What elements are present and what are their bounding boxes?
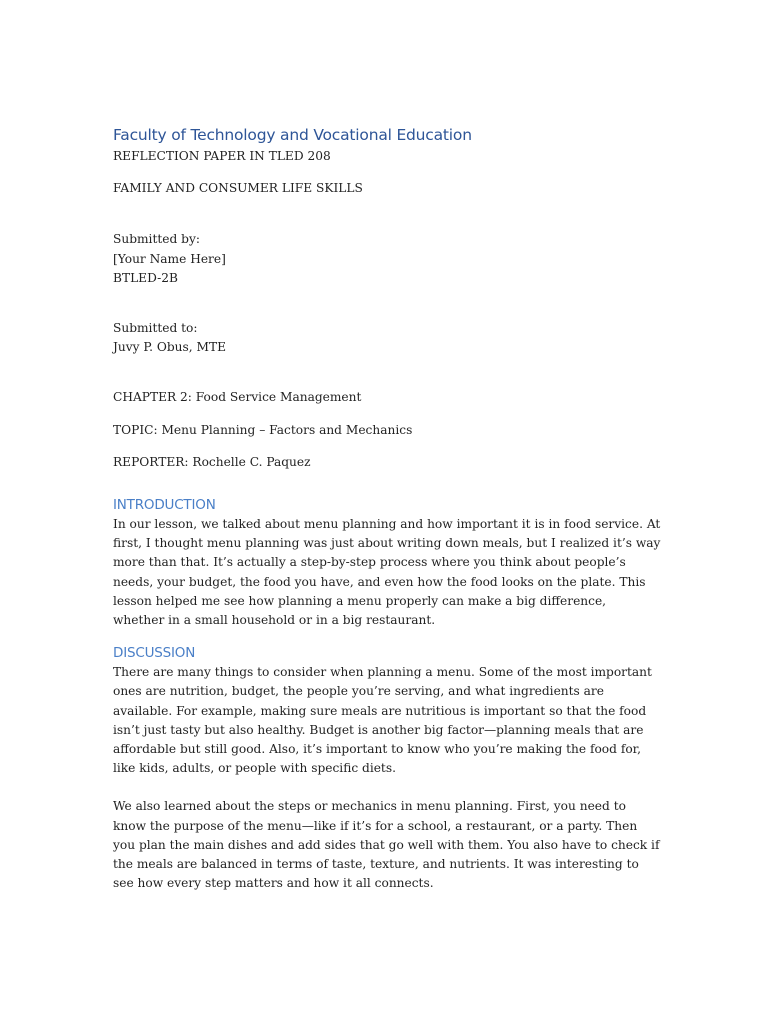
- introduction-paragraph: In our lesson, we talked about menu planning and how important it is in food service. At first, I thought menu planning was just about writing down meals, but I realized it’s way more than that. It’s actually a step-by-step process where you think about people’s needs, your budget, the food you have, and even how the food looks on the plate. This lesson helped me see how planning a menu properly can make a big difference, whether in a small household or in a big restaurant.: [113, 517, 661, 628]
- submitted-to-label: Submitted to:: [113, 321, 198, 336]
- submitted-by-section: BTLED-2B: [113, 270, 178, 285]
- submitted-by-name: [Your Name Here]: [113, 251, 226, 266]
- topic-line: TOPIC: Menu Planning – Factors and Mechanics: [113, 422, 413, 437]
- reporter-line: REPORTER: Rochelle C. Paquez: [113, 454, 311, 469]
- document-title: Faculty of Technology and Vocational Education: [113, 126, 472, 144]
- submitted-by-label: Submitted by:: [113, 232, 200, 247]
- submitted-to-name: Juvy P. Obus, MTE: [113, 340, 227, 355]
- course-name: FAMILY AND CONSUMER LIFE SKILLS: [113, 181, 363, 196]
- paper-subtitle: REFLECTION PAPER IN TLED 208: [113, 149, 331, 163]
- discussion-paragraph-2: We also learned about the steps or mechanics in menu planning. First, you need to know the purpose of the menu—like if it’s for a school, a restaurant, or a party. Then you plan the main dishes and add sides that go well with them. You also have to check if the meals are balanced in terms of taste, texture, and nutrients. It was interesting to see how every step matters and how it all connects.: [113, 799, 660, 891]
- document-page: [113, 124, 661, 893]
- introduction-heading: INTRODUCTION: [113, 497, 216, 514]
- chapter-line: CHAPTER 2: Food Service Management: [113, 390, 362, 405]
- discussion-paragraph-1: There are many things to consider when planning a menu. Some of the most important ones are nutrition, budget, the people you’re serving, and what ingredients are available. For example, making sure meals are nutritious is important so that the food isn’t just tasty but also healthy. Budget is another big factor—planning meals that are affordable but still good. Also, it’s important to know who you’re making the food for, like kids, adults, or people with specific diets.: [113, 665, 652, 776]
- discussion-heading: DISCUSSION: [113, 645, 196, 662]
